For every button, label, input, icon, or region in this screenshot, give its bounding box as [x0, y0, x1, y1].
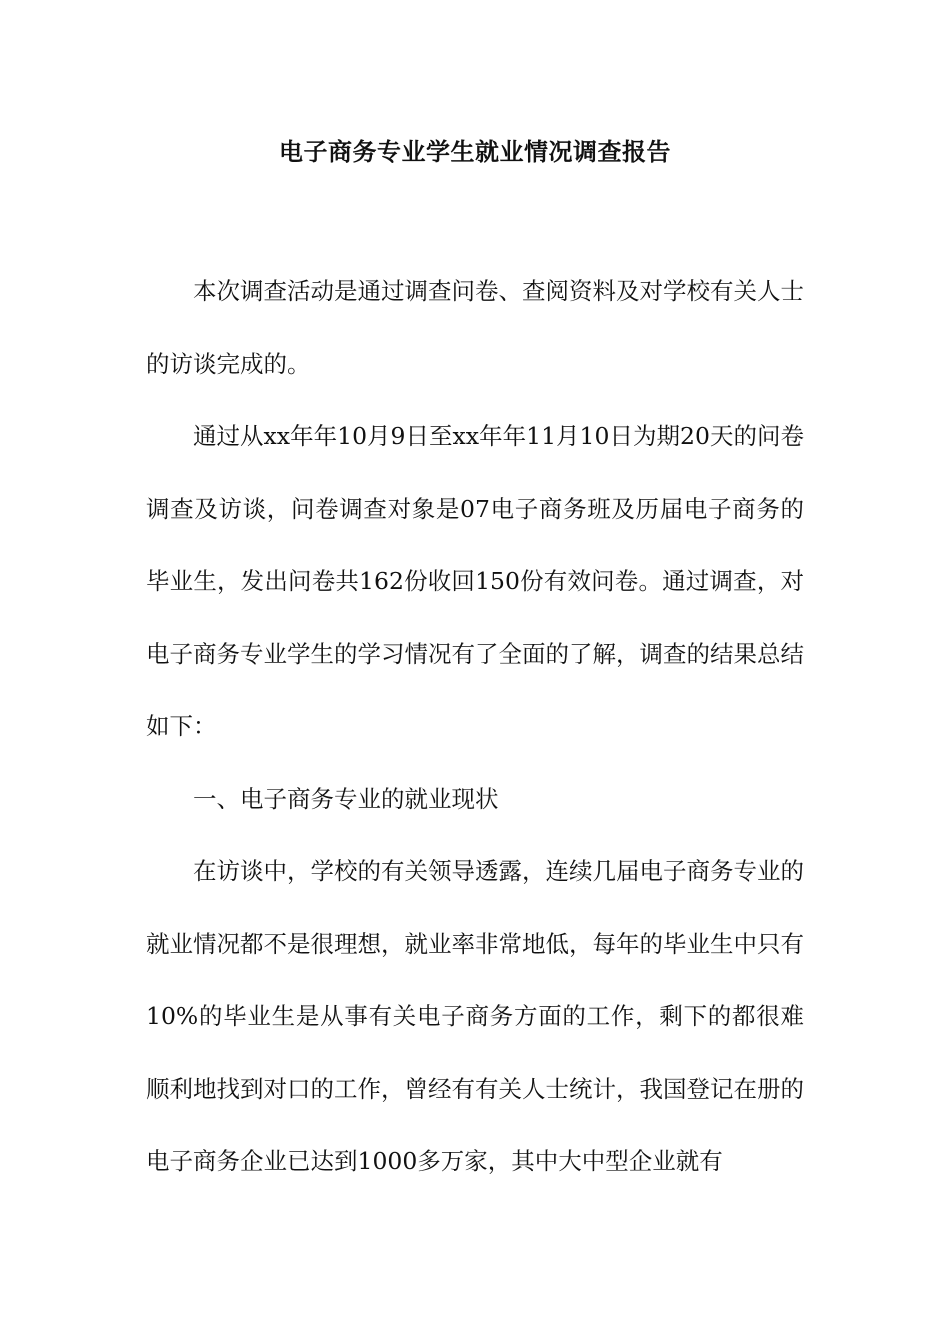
paragraph-intro: 本次调查活动是通过调查问卷、查阅资料及对学校有关人士的访谈完成的。	[146, 277, 804, 378]
document-body	[146, 255, 804, 1198]
document-title: 电子商务专业学生就业情况调查报告	[279, 137, 671, 166]
paragraph-interview-findings: 在访谈中，学校的有关领导透露，连续几届电子商务专业的就业情况都不是很理想，就业率非常地低，每年的毕业生中只有10%的毕业生是从事有关电子商务方面的工作，剩下的都很难顺利地找到对口的工作，曾经有有关人士统计，我国登记在册的电子商务企业已达到1000多万家，其中大中型企业就有	[146, 857, 804, 1175]
paragraph-survey-details: 通过从xx年年10月9日至xx年年11月10日为期20天的问卷调查及访谈，问卷调查对象是07电子商务班及历届电子商务的毕业生，发出问卷共162份收回150份有效问卷。通过调查，对电子商务专业学生的学习情况有了全面的了解，调查的结果总结如下：	[146, 422, 804, 740]
section-heading-employment-status: 一、电子商务专业的就业现状	[193, 784, 499, 813]
